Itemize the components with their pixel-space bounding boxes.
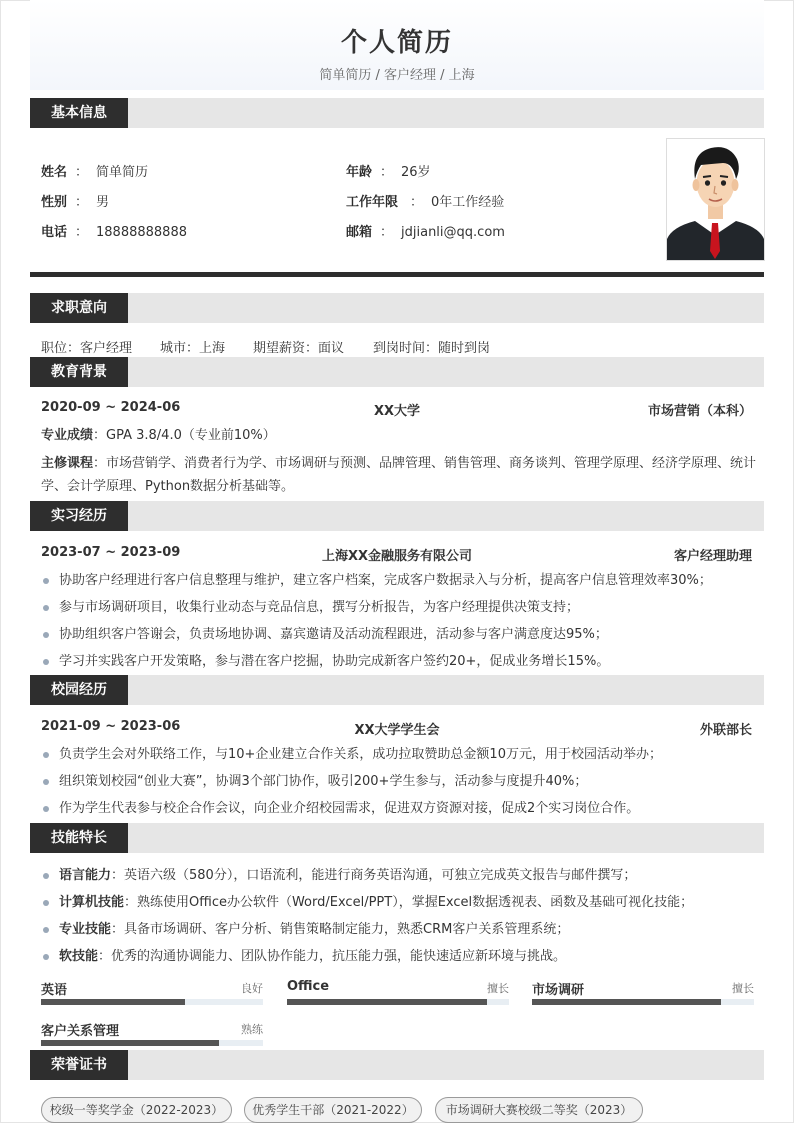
info-label: 性别 [41, 195, 68, 210]
list-item: 作为学生代表参与校企合作会议，向企业介绍校园需求，促进双方资源对接，促成2个实习岗位合作。 [41, 800, 757, 827]
skill-fill [41, 999, 185, 1005]
section-title: 基本信息 [30, 98, 128, 128]
info-years: 工作年限 ： 0年工作经验 [346, 191, 504, 210]
section-honors [30, 1050, 764, 1080]
campus-list [41, 746, 757, 827]
education-major: 市场营销（本科） [647, 404, 752, 419]
avatar-illustration [667, 139, 764, 260]
list-item: 组织策划校园“创业大赛”，协调3个部门协作，吸引200+学生参与，活动参与度提升40%； [41, 773, 757, 800]
section-title: 荣誉证书 [30, 1050, 128, 1080]
info-phone: 电话 ： 18888888888 [41, 221, 187, 240]
info-label: 年龄 [346, 165, 373, 180]
campus-org: XX大学学生会 [354, 723, 440, 738]
courses-value: ：市场营销学、消费者行为学、市场调研与预测、品牌管理、销售管理、商务谈判、管理学原理、经济学原理、统计学、会计学原理、Python数据分析基础等。 [41, 456, 757, 494]
info-email: 邮箱 ： jdjianli@qq.com [346, 221, 505, 240]
info-value: 0年工作经验 [431, 195, 505, 210]
list-item: 专业技能：具备市场调研、客户分析、销售策略制定能力，熟悉CRM客户关系管理系统； [41, 921, 757, 948]
internship-date: 2023-07 ~ 2023-09 [41, 545, 181, 560]
skill-name: 市场调研 [532, 983, 585, 998]
section-skills [30, 823, 764, 853]
skill-level: 良好 [241, 982, 263, 995]
list-item: 语言能力：英语六级（580分），口语流利，能进行商务英语沟通，可独立完成英文报告与邮件撰写； [41, 867, 757, 894]
section-internship [30, 501, 764, 531]
honor-tag: 市场调研大赛校级二等奖（2023） [435, 1097, 643, 1123]
list-item: 负责学生会对外联络工作，与10+企业建立合作关系，成功拉取赞助总金额10万元，用于校园活动举办； [41, 746, 757, 773]
info-value: 26岁 [401, 165, 431, 180]
skill-track [41, 1040, 263, 1046]
skill-fill [532, 999, 721, 1005]
education-courses [41, 452, 757, 498]
info-label: 工作年限 [346, 195, 399, 210]
info-value: jdjianli@qq.com [401, 225, 505, 240]
info-label: 电话 [41, 225, 68, 240]
skill-name: 英语 [41, 983, 68, 998]
gpa-label: 专业成绩 [41, 428, 94, 443]
info-label: 邮箱 [346, 225, 373, 240]
list-item: 协助客户经理进行客户信息整理与维护，建立客户档案，完成客户数据录入与分析，提高客户信息管理效率30%； [41, 572, 757, 599]
gpa-value: ：GPA 3.8/4.0（专业前10%） [93, 428, 276, 443]
campus-date: 2021-09 ~ 2023-06 [41, 719, 181, 734]
skill-track [287, 999, 509, 1005]
list-item: 协助组织客户答谢会，负责场地协调、嘉宾邀请及活动流程跟进，活动参与客户满意度达95%； [41, 626, 757, 653]
resume-header [30, 0, 764, 90]
divider [30, 272, 764, 277]
section-title: 求职意向 [30, 293, 128, 323]
skill-track [532, 999, 754, 1005]
section-basic-info [30, 98, 764, 128]
info-value: 简单简历 [96, 165, 149, 180]
honor-tag: 优秀学生干部（2021-2022） [244, 1097, 422, 1123]
info-value: 男 [96, 195, 110, 210]
info-label: 姓名 [41, 165, 68, 180]
skills-list [41, 867, 757, 975]
resume-title: 个人简历 [340, 28, 453, 58]
section-title: 校园经历 [30, 675, 128, 705]
intent-salary: 期望薪资：面议 [253, 341, 345, 356]
info-age: 年龄 ： 26岁 [346, 161, 431, 180]
internship-list [41, 572, 757, 680]
education-date: 2020-09 ~ 2024-06 [41, 400, 181, 415]
education-school: XX大学 [373, 404, 421, 419]
section-education [30, 357, 764, 387]
list-item: 软技能：优秀的沟通协调能力、团队协作能力，抗压能力强，能快速适应新环境与挑战。 [41, 948, 757, 975]
skill-level: 擅长 [732, 982, 754, 995]
info-gender: 性别 ： 男 [41, 191, 109, 210]
campus-role: 外联部长 [699, 723, 752, 738]
skill-fill [41, 1040, 219, 1046]
skill-level: 擅长 [487, 982, 509, 995]
education-gpa [41, 424, 757, 447]
info-name: 姓名 ： 简单简历 [41, 161, 148, 180]
skill-track [41, 999, 263, 1005]
avatar-photo [666, 138, 765, 261]
info-value: 18888888888 [96, 225, 187, 240]
section-title: 教育背景 [30, 357, 128, 387]
list-item: 参与市场调研项目，收集行业动态与竞品信息，撰写分析报告，为客户经理提供决策支持； [41, 599, 757, 626]
internship-role: 客户经理助理 [673, 549, 752, 564]
resume-subtitle: 简单简历 / 客户经理 / 上海 [319, 68, 475, 83]
section-title: 实习经历 [30, 501, 128, 531]
list-item: 计算机技能：熟练使用Office办公软件（Word/Excel/PPT），掌握Excel数据透视表、函数及基础可视化技能； [41, 894, 757, 921]
internship-company: 上海XX金融服务有限公司 [321, 549, 473, 564]
honor-tag: 校级一等奖学金（2022-2023） [41, 1097, 232, 1123]
section-title: 技能特长 [30, 823, 128, 853]
skill-level: 熟练 [241, 1023, 263, 1036]
intent-arrival: 到岗时间：随时到岗 [373, 341, 491, 356]
skill-fill [287, 999, 487, 1005]
section-campus [30, 675, 764, 705]
section-job-intent [30, 293, 764, 323]
intent-city: 城市：上海 [160, 341, 226, 356]
courses-label: 主修课程 [41, 456, 94, 471]
skill-name: Office [287, 979, 330, 994]
skill-name: 客户关系管理 [41, 1024, 120, 1039]
list-item: 学习并实践客户开发策略，参与潜在客户挖掘，协助完成新客户签约20+，促成业务增长15%。 [41, 653, 757, 680]
intent-position: 职位：客户经理 [41, 341, 133, 356]
